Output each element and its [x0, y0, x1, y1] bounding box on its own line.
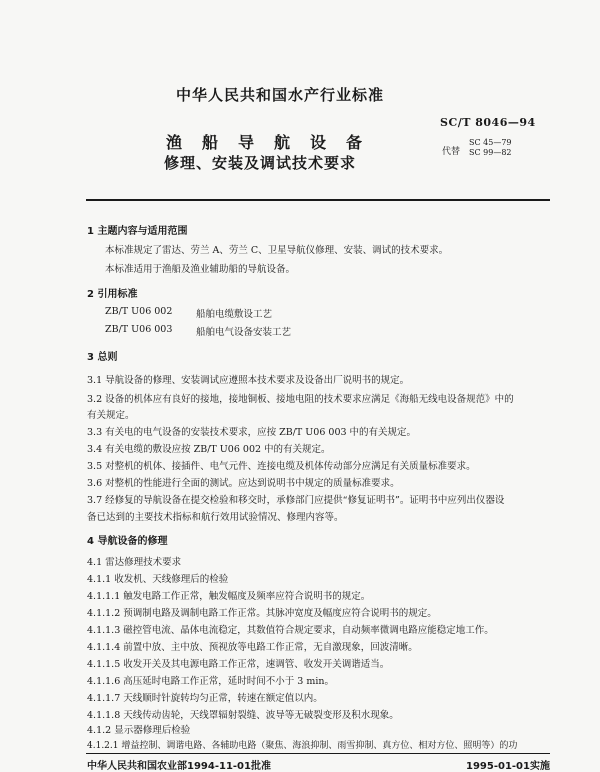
clause: 3.2 设备的机体应有良好的接地，接地铜板、接地电阻的技术要求应满足《海船无线电设备规范》中的 [87, 394, 514, 405]
clause-continuation: 备已达到的主要技术指标和航行效用试验情况、修理内容等。 [87, 512, 344, 523]
reference-title: 船舶电气设备安装工艺 [196, 327, 292, 338]
clause: 4.1.1.5 收发开关及其电源电路工作正常，速调管、收发开关调谐适当。 [87, 659, 390, 670]
paragraph: 本标准适用于渔船及渔业辅助船的导航设备。 [105, 264, 296, 275]
section-heading: 4 导航设备的修理 [87, 536, 168, 547]
section-heading: 1 主题内容与适用范围 [87, 226, 188, 237]
approval-note: 中华人民共和国农业部1994-11-01批准 [87, 761, 271, 772]
header-rule [86, 199, 550, 201]
clause: 4.1.2 显示器修理后检验 [87, 725, 191, 736]
clause: 4.1.1.8 天线传动齿轮，天线罩辐射裂缝、波导等无破裂变形及积水现象。 [87, 710, 399, 721]
effective-date: 1995-01-01实施 [466, 761, 550, 772]
clause: 4.1.1.3 磁控管电流、晶体电流稳定，其数值符合规定要求，自动频率微调电路应能稳定地工作。 [87, 625, 494, 636]
clause: 3.4 有关电缆的敷设应按 ZB/T U06 002 中的有关规定。 [87, 444, 331, 455]
document-subtitle: 修理、安装及调试技术要求 [164, 154, 357, 172]
replaced-standard: SC 45—79 [469, 138, 512, 147]
clause: 4.1 雷达修理技术要求 [87, 557, 182, 568]
reference-code: ZB/T U06 002 [105, 306, 173, 317]
clause: 3.7 经修复的导航设备在提交检验和移交时，承修部门应提供“修复证明书”。证明书中应列出仪器设 [87, 495, 505, 506]
clause: 4.1.1.2 预调制电路及调制电路工作正常。其脉冲宽度及幅度应符合说明书的规定。 [87, 608, 437, 619]
clause: 4.1.1.1 触发电路工作正常，触发幅度及频率应符合说明书的规定。 [87, 591, 371, 602]
clause: 3.1 导航设备的修理、安装调试应遵照本技术要求及设备出厂说明书的规定。 [87, 375, 410, 386]
clause: 4.1.1.4 前置中放、主中放、预视放等电路工作正常，无自激现象，回波清晰。 [87, 642, 418, 653]
reference-title: 船舶电缆敷设工艺 [196, 309, 273, 320]
paragraph: 本标准规定了雷达、劳兰 A、劳兰 C、卫星导航仪修理、安装、调试的技术要求。 [105, 245, 449, 256]
section-heading: 2 引用标准 [87, 289, 138, 300]
reference-code: ZB/T U06 003 [105, 324, 173, 335]
replaced-standard: SC 99—82 [469, 148, 512, 157]
document-title: 渔船导航设备 [166, 133, 383, 152]
section-heading: 3 总则 [87, 352, 118, 363]
clause: 4.1.1.6 高压延时电路工作正常，延时时间不小于 3 min。 [87, 676, 335, 687]
clause: 4.1.2.1 增益控制、调谐电路、各辅助电路（聚焦、海浪抑制、雨雪抑制、真方位、相对方位、照明等）的功 [87, 741, 518, 751]
replaces-list [469, 138, 512, 158]
clause: 3.6 对整机的性能进行全面的测试。应达到说明书中规定的质量标准要求。 [87, 478, 400, 489]
replaces-label: 代替 [442, 147, 461, 157]
clause: 3.5 对整机的机体、接插件、电气元件、连接电缆及机体传动部分应满足有关质量标准要求。 [87, 461, 476, 472]
document-number: SC/T 8046—94 [440, 116, 536, 129]
clause: 4.1.1 收发机、天线修理后的检验 [87, 574, 229, 585]
clause: 3.3 有关电的电气设备的安装技术要求，应按 ZB/T U06 003 中的有关规定。 [87, 427, 417, 438]
footer-rule [86, 753, 550, 754]
clause-continuation: 有关规定。 [87, 410, 135, 421]
clause: 4.1.1.7 天线顺时针旋转均匀正常，转速在额定值以内。 [87, 693, 323, 704]
standard-title: 中华人民共和国水产行业标准 [176, 86, 385, 104]
